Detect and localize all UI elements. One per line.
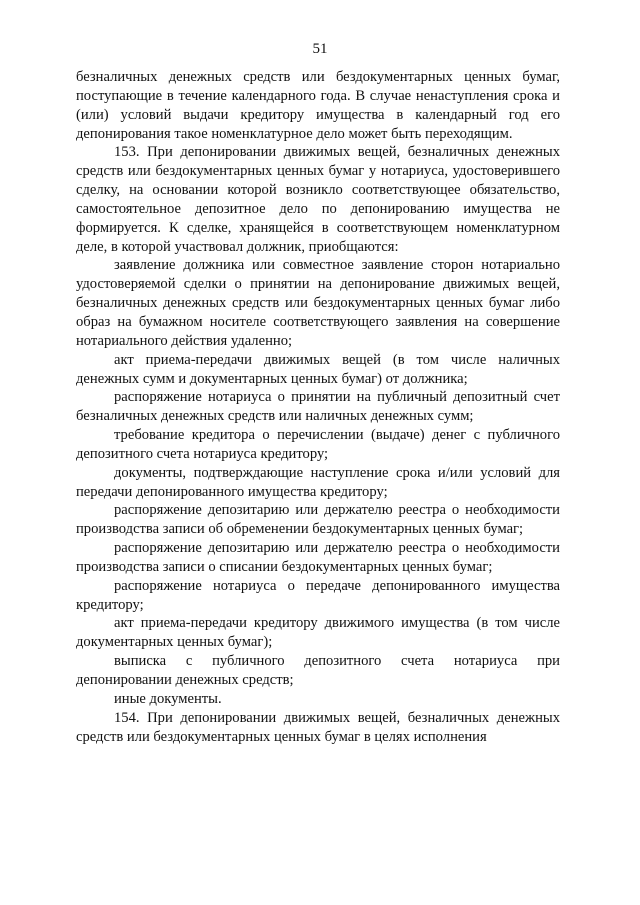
body-text	[76, 68, 560, 746]
list-item-write-off-order: распоряжение депозитарию или держателю реестра о необходимости производства записи о списании бездокументарных ценных бумаг;	[76, 540, 560, 575]
paragraph-154: 154. При депонировании движимых вещей, безналичных денежных средств или бездокументарных ценных бумаг в целях исполнения	[76, 709, 560, 745]
list-item-other-documents: иные документы.	[114, 690, 222, 707]
paragraph-continuation: безналичных денежных средств или бездокументарных ценных бумаг, поступающие в течение календарного года. В случае ненаступления срока и (или) условий выдачи кредитору имущества в календарный год его депонирования такое номенклатурное дело может быть переходящим.	[76, 69, 560, 142]
paragraph-153: 153. При депонировании движимых вещей, безналичных денежных средств или бездокументарных ценных бумаг у нотариуса, удостоверившего сделку, на основании которой возникло соответствующее обязательство, самостоятельное депозитное дело по депонированию имущества не формируется. К сделке, хранящейся в соответствующем номенклатурном деле, в которой участвовал должник, приобщаются:	[76, 144, 560, 255]
list-item-application: заявление должника или совместное заявление сторон нотариально удостоверяемой сделки о принятии на депонирование движимых вещей, безналичных денежных средств или бездокументарных ценных бумаг либо образ на бумажном носителе соответствующего заявления на совершение нотариального действия удаленно;	[76, 257, 560, 349]
list-item-account-statement: выписка с публичного депозитного счета нотариуса при депонировании денежных средств;	[76, 653, 560, 688]
list-item-transfer-act: акт приема-передачи кредитору движимого имущества (в том числе документарных ценных бумаг);	[76, 615, 560, 651]
list-item-creditor-demand: требование кредитора о перечислении (выдаче) денег с публичного депозитного счета нотариуса кредитору;	[76, 427, 560, 462]
list-item-notary-order-deposit: распоряжение нотариуса о принятии на публичный депозитный счет безналичных денежных средств или наличных денежных сумм;	[76, 389, 560, 425]
list-item-encumbrance-order: распоряжение депозитарию или держателю реестра о необходимости производства записи об обременении бездокументарных ценных бумаг;	[76, 502, 560, 538]
page-number: 51	[312, 41, 328, 57]
list-item-acceptance-act: акт приема-передачи движимых вещей (в том числе наличных денежных сумм и документарных ценных бумаг) от должника;	[76, 351, 560, 387]
list-item-transfer-order: распоряжение нотариуса о передаче депонированного имущества кредитору;	[76, 577, 560, 613]
list-item-supporting-documents: документы, подтверждающие наступление срока и/или условий для передачи депонированного имущества кредитору;	[76, 464, 560, 500]
